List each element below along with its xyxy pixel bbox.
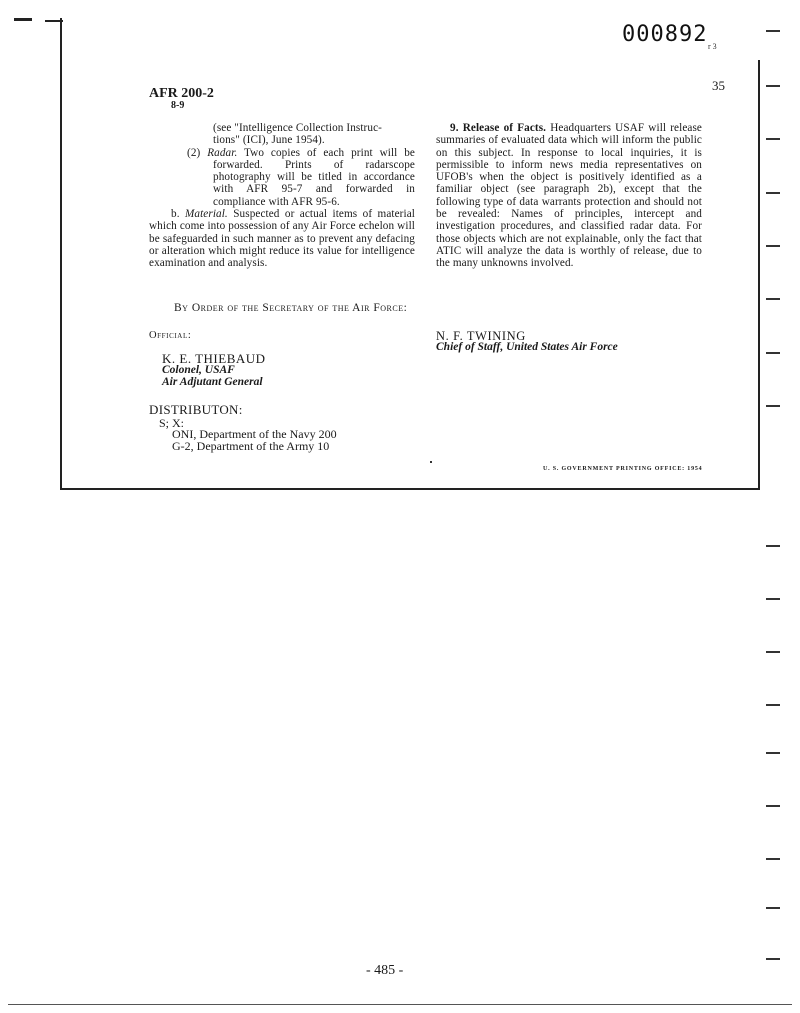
page-number-top: 35 bbox=[712, 78, 725, 93]
edge-mark bbox=[766, 752, 780, 754]
frame-left-border bbox=[60, 18, 62, 490]
order-line: By Order of the Secretary of the Air Force: bbox=[174, 302, 408, 314]
regulation-title: AFR 200-2 bbox=[149, 86, 214, 101]
release-text: Headquarters USAF will release summaries of evaluated data which will inform the public on this subject. In response to local inquiries, it is permissible to inform news media representatives on UFOB's when the object is positively identified as a familiar object (see paragraph 2b), except that the following type of data warrants protection and should not be revealed: Names of principles, intercept and investigation procedures, and classified radar data. For those objects which are not explainable, only the fact that ATIC will analyze the data is worthly of release, due to the many unknowns involved. bbox=[436, 122, 702, 270]
edge-mark bbox=[766, 298, 780, 300]
edge-mark bbox=[766, 245, 780, 247]
edge-mark bbox=[766, 545, 780, 547]
radar-paragraph bbox=[149, 147, 415, 208]
right-column bbox=[436, 122, 702, 270]
edge-mark bbox=[766, 138, 780, 140]
official-label: Official: bbox=[149, 330, 192, 341]
frame-bottom-border bbox=[60, 488, 760, 490]
edge-mark bbox=[766, 30, 780, 32]
material-text: Suspected or actual items of material which come into possession of any Air Force echelon will be safeguarded in such manner as to prevent any defacing or alteration which might reduce its value for intelligence examination and analysis. bbox=[149, 208, 415, 270]
radar-label: Radar. bbox=[207, 146, 238, 159]
edge-mark bbox=[766, 907, 780, 909]
document-number-suffix: r 3 bbox=[708, 42, 717, 51]
edge-mark bbox=[766, 598, 780, 600]
continuation-line: tions" (ICI), June 1954). bbox=[213, 134, 325, 147]
distribution-heading: DISTRIBUTON: bbox=[149, 402, 243, 417]
signatory-right-title: Chief of Staff, United States Air Force bbox=[436, 341, 618, 353]
edge-mark bbox=[766, 958, 780, 960]
bottom-rule bbox=[8, 1004, 792, 1005]
release-paragraph bbox=[436, 122, 702, 270]
distribution-item: ONI, Department of the Navy 200 bbox=[172, 427, 337, 441]
distribution-code: S; X: bbox=[159, 416, 185, 430]
edge-mark bbox=[766, 352, 780, 354]
material-label: Material. bbox=[184, 208, 228, 221]
edge-mark bbox=[766, 405, 780, 407]
edge-mark bbox=[766, 704, 780, 706]
edge-mark bbox=[766, 192, 780, 194]
edge-mark bbox=[766, 858, 780, 860]
frame-right-border bbox=[758, 60, 760, 490]
radar-number: (2) bbox=[187, 146, 201, 159]
document-number: 000892 bbox=[622, 22, 708, 47]
material-paragraph bbox=[149, 208, 415, 269]
edge-mark bbox=[766, 805, 780, 807]
edge-mark bbox=[766, 651, 780, 653]
release-label: Release of Facts. bbox=[462, 122, 547, 134]
section-range: 8-9 bbox=[171, 100, 185, 111]
release-number: 9. bbox=[450, 122, 459, 134]
edge-mark bbox=[766, 85, 780, 87]
signatory-left-name: K. E. THIEBAUD bbox=[162, 351, 266, 366]
signatory-left-rank: Colonel, USAF bbox=[162, 364, 235, 376]
footer-page-number: - 485 - bbox=[366, 963, 404, 978]
signatory-right-name: N. F. TWINING bbox=[436, 329, 526, 343]
scan-speck bbox=[430, 461, 432, 463]
printing-office-line: U. S. GOVERNMENT PRINTING OFFICE: 1954 bbox=[543, 466, 703, 472]
material-number: b. bbox=[171, 208, 180, 221]
continuation-line: (see "Intelligence Collection Instruc- bbox=[213, 122, 382, 134]
distribution-item: G-2, Department of the Army 10 bbox=[172, 439, 330, 453]
radar-text: Two copies of each print will be forwarded. Prints of radarscope photography will be titled in accordance with AFR 95-7 and forwarded in compliance with AFR 95-6. bbox=[213, 146, 415, 208]
signatory-left-title: Air Adjutant General bbox=[162, 376, 263, 388]
left-column bbox=[149, 122, 415, 270]
scan-mark bbox=[14, 18, 32, 21]
